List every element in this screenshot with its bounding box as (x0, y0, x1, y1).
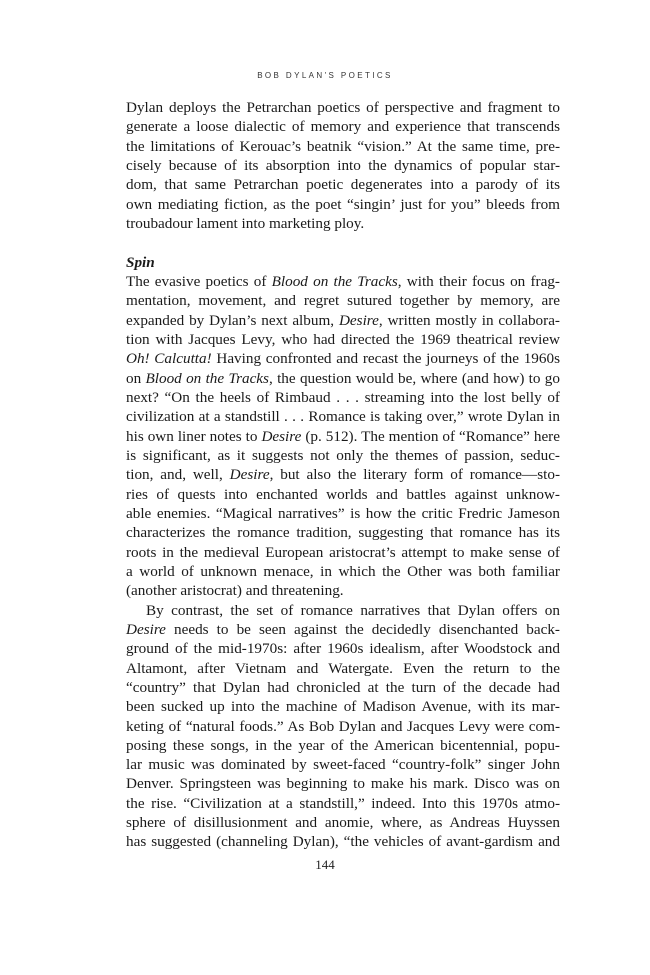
text-line: able enemies. “Magical narratives” is how the critic Fredric Jameson (126, 504, 560, 522)
paragraph-2 (126, 272, 560, 601)
italic-title: Oh! Calcutta! (126, 350, 212, 368)
text-line: the limitations of Kerouac’s beatnik “vision.” At the same time, pre- (126, 137, 560, 155)
text-line: next? “On the heels of Rimbaud . . . streaming into the lost belly of (126, 388, 560, 406)
section-heading: Spin (126, 253, 155, 271)
paragraph-3 (126, 601, 560, 852)
text-line: on Blood on the Tracks, the question would be, where (and how) to go (126, 369, 560, 387)
text-line: By contrast, the set of romance narratives that Dylan offers on (146, 601, 560, 619)
text-line: characterizes the romance tradition, suggesting that romance has its (126, 524, 560, 542)
text-line: civilization at a standstill . . . Romance is taking over,” wrote Dylan in (126, 408, 560, 426)
text-line: “country” that Dylan had chronicled at the turn of the decade had (126, 678, 560, 696)
text-line: Denver. Springsteen was beginning to make his mark. Disco was on (126, 775, 560, 793)
text-line: been sucked up into the machine of Madison Avenue, with its mar- (126, 698, 560, 716)
text-line: generate a loose dialectic of memory and experience that transcends (126, 118, 560, 136)
text-line: a world of unknown menace, in which the Other was both familiar (126, 562, 560, 580)
text-line: the rise. “Civilization at a standstill,” indeed. Into this 1970s atmo- (126, 794, 560, 812)
text-line: his own liner notes to Desire (p. 512). The mention of “Romance” here (126, 427, 560, 445)
page-number: 144 (315, 857, 335, 872)
italic-title: Desire (338, 311, 379, 329)
text-line: The evasive poetics of Blood on the Tracks, with their focus on frag- (126, 272, 560, 290)
text-line: mentation, movement, and regret sutured together by memory, are (126, 292, 560, 310)
section-break (126, 233, 560, 252)
italic-title: Desire (261, 427, 302, 445)
text-line: Dylan deploys the Petrarchan poetics of perspective and fragment to (126, 99, 560, 116)
text-line: dom, that same Petrarchan poetic degenerates into a parody of its (126, 176, 560, 194)
text-line: cisely because of its absorption into the dynamics of popular star- (126, 156, 560, 174)
text-line: troubadour lament into marketing ploy. (126, 214, 365, 232)
text-line: tion with Jacques Levy, who had directed the 1969 theatrical review (126, 330, 560, 348)
italic-title: Blood on the Tracks (271, 272, 398, 290)
text-line: expanded by Dylan’s next album, Desire, written mostly in collabora- (126, 311, 560, 329)
text-line: sphere of disillusionment and anomie, where, as Andreas Huyssen (126, 814, 560, 832)
text-line: lar music was dominated by sweet-faced “country-folk” singer John (126, 756, 560, 774)
text-line: Oh! Calcutta! Having confronted and recast the journeys of the 1960s (126, 350, 560, 368)
text-line: has suggested (channeling Dylan), “the vehicles of avant-gardism and (126, 833, 560, 851)
paragraph-1 (126, 98, 560, 233)
running-head: BOB DYLAN'S POETICS (257, 71, 393, 80)
text-line: ground of the mid-1970s: after 1960s idealism, after Woodstock and (126, 640, 560, 658)
text-line: posing these songs, in the year of the American bicentennial, popu- (126, 736, 560, 754)
italic-title: Desire (126, 620, 166, 638)
text-line: roots in the medieval European aristocrat’s attempt to make sense of (126, 543, 560, 561)
text-line: is significant, as it suggests not only the themes of passion, seduc- (126, 446, 560, 464)
text-line: ries of quests into enchanted worlds and battles against unknow- (126, 485, 560, 503)
text-line: keting of “natural foods.” As Bob Dylan and Jacques Levy were com- (126, 717, 560, 735)
text-line: (another aristocrat) and threatening. (126, 582, 344, 600)
body-text (126, 98, 560, 852)
italic-title: Desire (229, 466, 270, 484)
text-line: tion, and, well, Desire, but also the literary form of romance—sto- (126, 466, 561, 484)
text-line: Desire needs to be seen against the decidedly disenchanted back- (126, 620, 560, 638)
text-line: own mediating fiction, as the poet “singin’ just for you” bleeds from (126, 195, 560, 213)
text-line: Altamont, after Vietnam and Watergate. Even the return to the (126, 659, 560, 677)
italic-title: Blood on the Tracks (145, 369, 269, 387)
